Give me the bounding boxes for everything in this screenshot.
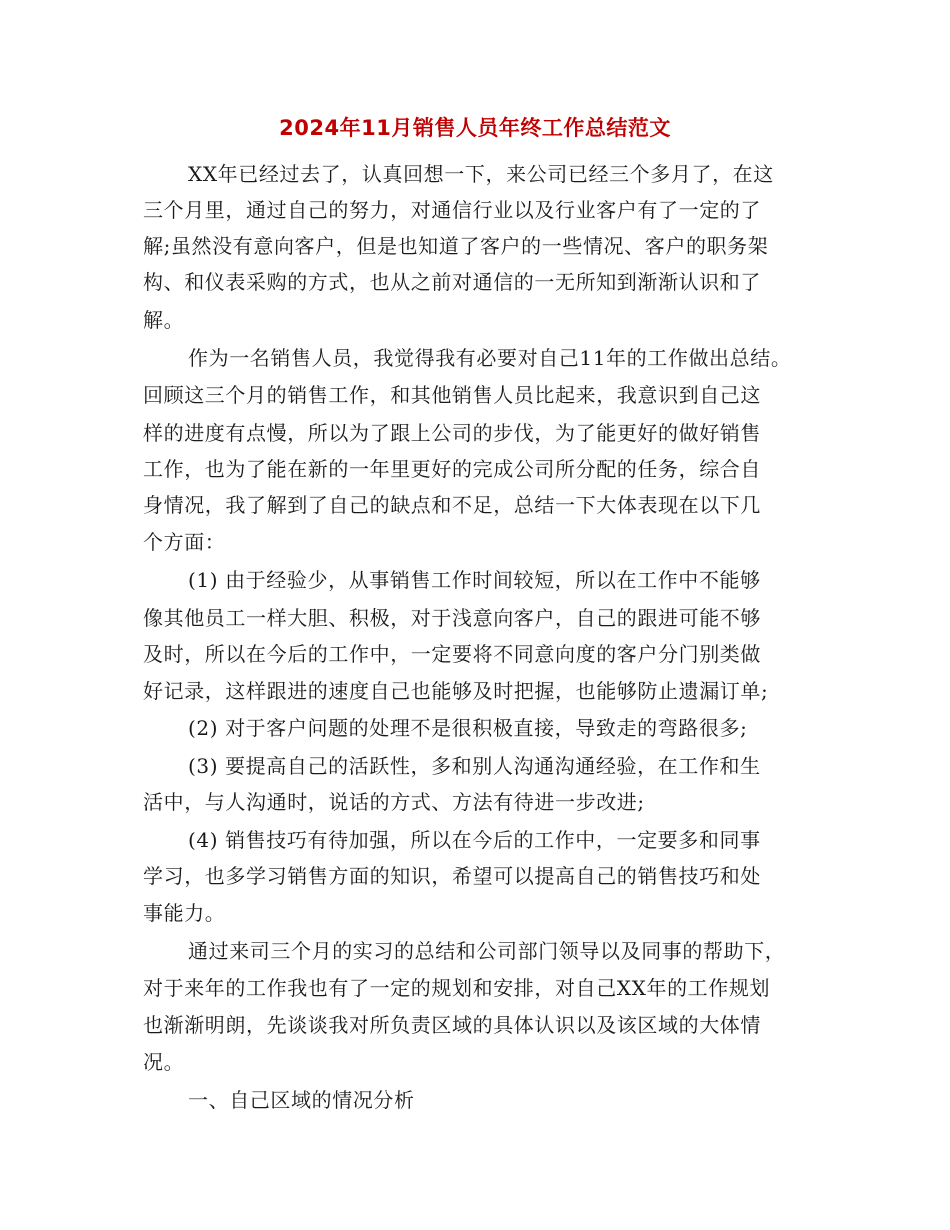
text-line: 事能力。 <box>143 901 226 925</box>
list-item-1: (1) 由于经验少，从事销售工作时间较短，所以在工作中不能够 <box>188 568 761 592</box>
text-line: 解。 <box>143 308 185 332</box>
list-item-3: (3) 要提高自己的活跃性，多和别人沟通沟通经验，在工作和生 <box>188 754 761 778</box>
text-line: 三个月里，通过自己的努力，对通信行业以及行业客户有了一定的了 <box>143 198 761 222</box>
text-line: 也渐渐明朗，先谈谈我对所负责区域的具体认识以及该区域的大体情 <box>143 1013 761 1037</box>
list-item-4: (4) 销售技巧有待加强，所以在今后的工作中，一定要多和同事 <box>188 828 761 852</box>
text-line: 构、和仪表采购的方式，也从之前对通信的一无所知到渐渐认识和了 <box>143 270 761 294</box>
text-line: 及时，所以在今后的工作中，一定要将不同意向度的客户分门别类做 <box>143 642 761 666</box>
text-line: 作为一名销售人员，我觉得我有必要对自己11年的工作做出总结。 <box>188 346 792 370</box>
list-item-2: (2) 对于客户问题的处理不是很积极直接，导致走的弯路很多; <box>188 716 748 740</box>
text-line: 况。 <box>143 1050 185 1074</box>
text-line: 活中，与人沟通时，说话的方式、方法有待进一步改进; <box>143 790 645 814</box>
text-line: 好记录，这样跟进的速度自己也能够及时把握，也能够防止遗漏订单; <box>143 679 769 703</box>
text-line: 个方面： <box>143 530 226 554</box>
section-heading: 一、自己区域的情况分析 <box>188 1088 415 1112</box>
text-line: 样的进度有点慢，所以为了跟上公司的步伐，为了能更好的做好销售 <box>143 421 761 445</box>
text-line: 通过来司三个月的实习的总结和公司部门领导以及同事的帮助下， <box>188 939 786 963</box>
text-line: 解;虽然没有意向客户，但是也知道了客户的一些情况、客户的职务架 <box>143 234 769 258</box>
text-line: 学习，也多学习销售方面的知识，希望可以提高自己的销售技巧和处 <box>143 864 761 888</box>
text-line: XX年已经过去了，认真回想一下，来公司已经三个多月了，在这 <box>188 162 774 186</box>
text-line: 工作，也为了能在新的一年里更好的完成公司所分配的任务，综合自 <box>143 457 761 481</box>
text-line: 回顾这三个月的销售工作，和其他销售人员比起来，我意识到自己这 <box>143 383 761 407</box>
text-line: 对于来年的工作我也有了一定的规划和安排，对自己XX年的工作规划 <box>143 976 771 1000</box>
text-line: 身情况，我了解到了自己的缺点和不足，总结一下大体表现在以下几 <box>143 493 761 517</box>
text-line: 像其他员工一样大胆、积极，对于浅意向客户，自己的跟进可能不够 <box>143 606 761 630</box>
document-title: 2024年11月销售人员年终工作总结范文 <box>279 116 671 140</box>
